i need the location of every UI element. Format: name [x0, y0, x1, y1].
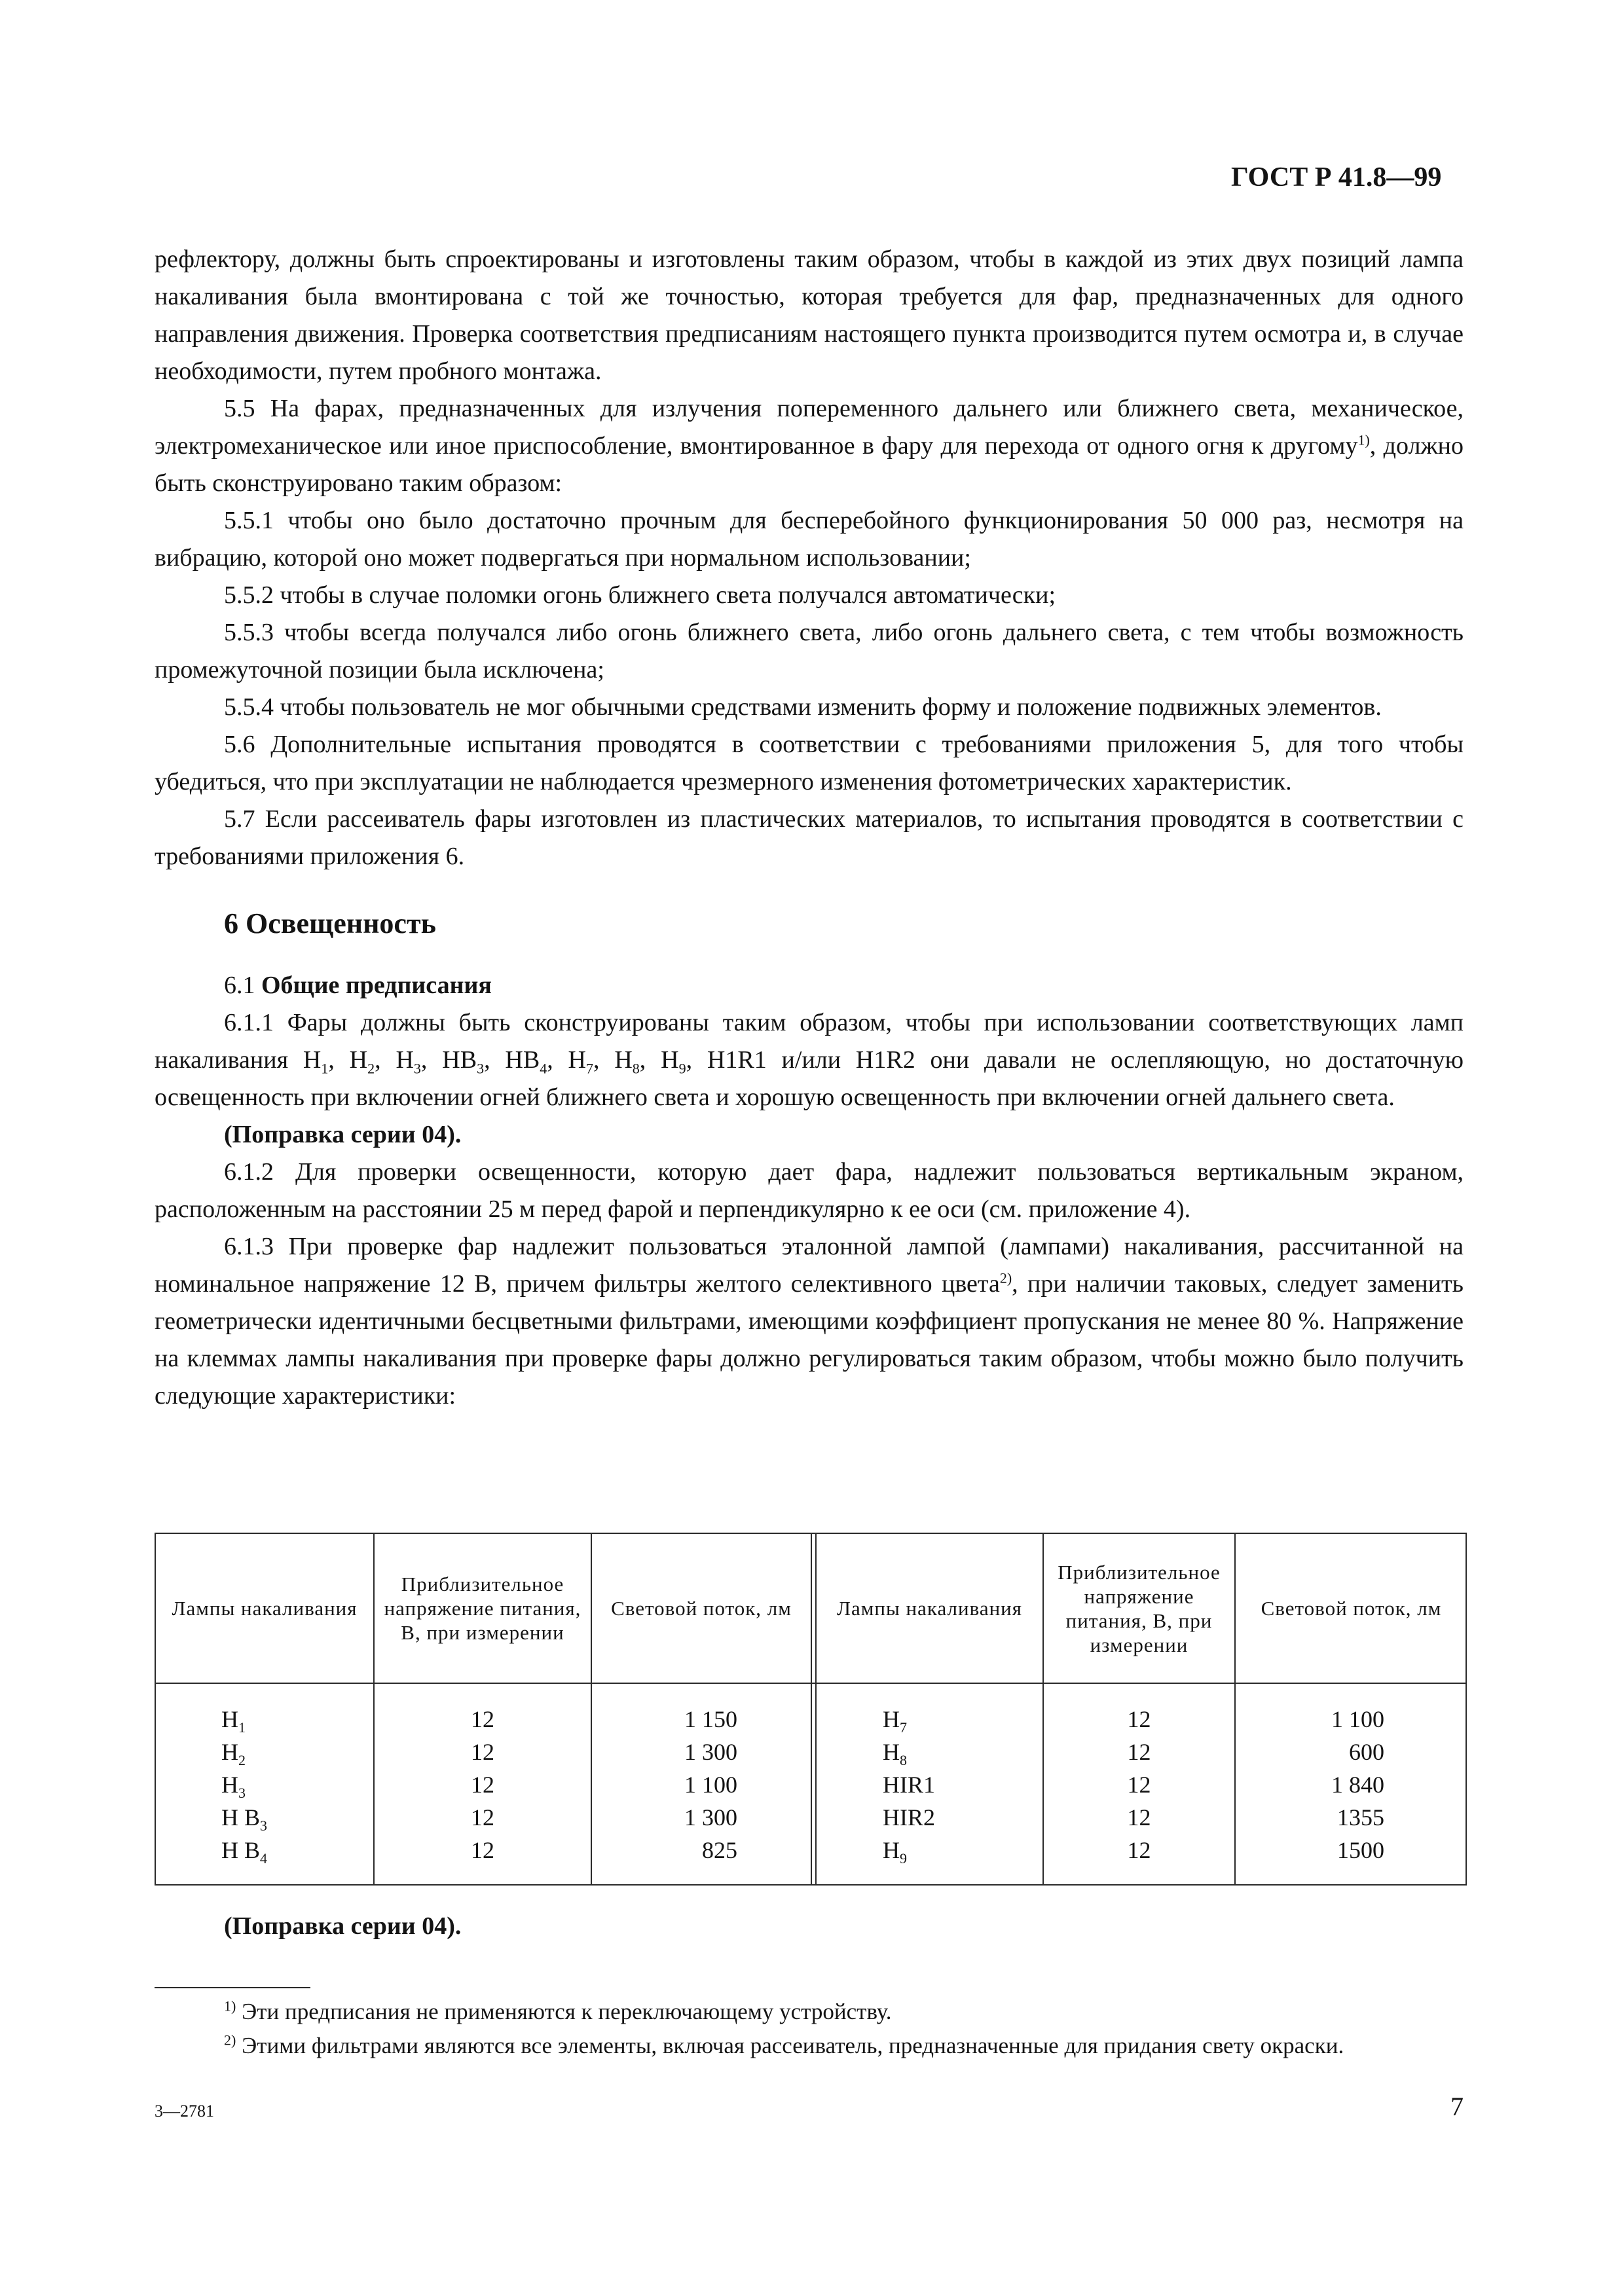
lamp-characteristics-table — [155, 1533, 1467, 1886]
header-lamps: Лампы накаливания — [172, 1597, 358, 1620]
table-double-divider — [811, 1534, 817, 1884]
table-cell: 12 — [1127, 1772, 1151, 1798]
left-flux-column — [592, 1703, 737, 1867]
header-flux: Световой поток, лм — [611, 1597, 792, 1620]
amendment-note-2: (Поправка серии 04). — [224, 1912, 462, 1940]
paragraph-6-1-2: 6.1.2 Для проверки освещенности, которую дает фара, надлежит пользоваться вертикальным экраном, расположенным на расстоянии 25 м перед фарой и перпендикулярно к ее оси (см. приложение 4). — [155, 1158, 1464, 1223]
table-cell: H $B_4$ — [221, 1837, 268, 1867]
right-voltage-column — [1044, 1703, 1234, 1867]
footnote-1: $^{1)}$ Эти предписания не применяются к переключающему устройству. — [224, 1997, 892, 2024]
table-cell: 12 — [1127, 1739, 1151, 1765]
table-cell: 12 — [471, 1837, 494, 1863]
table-cell: HIR1 — [883, 1772, 935, 1798]
amendment-note: (Поправка серии 04). — [224, 1121, 462, 1148]
table-cell: 1355 — [1337, 1804, 1384, 1831]
subsection-title: 6.1 Общие предписания — [224, 972, 492, 999]
table-cell: 1 300 — [684, 1804, 737, 1831]
table-cell: 1 150 — [684, 1706, 737, 1732]
print-code: 3—2781 — [155, 2102, 214, 2121]
table-cell: 1 840 — [1331, 1772, 1384, 1798]
table-cell: 1500 — [1337, 1837, 1384, 1863]
table-cell: 1 100 — [684, 1772, 737, 1798]
paragraph-5-5: 5.5 На фарах, предназначенных для излучения попеременного дальнего или ближнего света, механическое, электромеханическое или иное приспособление, вмонтированное в фару для перехода от одного огня к другому$^{1)}$, должно быть сконструировано таким образом: — [155, 395, 1464, 497]
footnote-separator — [155, 1987, 310, 1988]
table-cell: $H_3$ — [221, 1772, 246, 1802]
paragraph-5-5-4: 5.5.4 чтобы пользователь не мог обычными средствами изменить форму и положение подвижных элементов. — [224, 693, 1382, 721]
table-cell: $H_2$ — [221, 1739, 246, 1769]
paragraph-5-5-1: 5.5.1 чтобы оно было достаточно прочным для бесперебойного функционирования 50 000 раз, несмотря на вибрацию, которой оно может подвергаться при нормальном использовании; — [155, 507, 1464, 572]
left-lamp-column — [221, 1703, 352, 1867]
paragraph-5-7: 5.7 Если рассеиватель фары изготовлен из пластических материалов, то испытания проводятся в соответствии с требованиями приложения 6. — [155, 805, 1464, 870]
table-cell: 12 — [1127, 1706, 1151, 1732]
header-lamps: Лампы накаливания — [836, 1597, 1023, 1620]
paragraph-6-1-3: 6.1.3 При проверке фар надлежит пользоваться эталонной лампой (лампами) накаливания, рассчитанной на номинальное напряжение 12 В, причем фильтры желтого селективного цвета$^{2)}$, при наличии таковых, следует заменить геометрически идентичными бесцветными фильтрами, имеющими коэффициент пропускания не менее 80 %. Напряжение на клеммах лампы накаливания при проверке фары должно регулироваться таким образом, чтобы можно было получить следующие характеристики: — [155, 1233, 1464, 1410]
table-cell: 12 — [1127, 1804, 1151, 1831]
table-cell: 825 — [702, 1837, 737, 1863]
table-cell: 1 100 — [1331, 1706, 1384, 1732]
table-cell: $H_1$ — [221, 1706, 246, 1736]
table-cell: 1 300 — [684, 1739, 737, 1765]
header-flux: Световой поток, лм — [1261, 1597, 1442, 1620]
table-cell: $H_7$ — [883, 1706, 907, 1736]
paragraph-5-6: 5.6 Дополнительные испытания проводятся в соответствии с требованиями приложения 5, для того чтобы убедиться, что при эксплуатации не наблюдается чрезмерного изменения фотометрических характеристик. — [155, 731, 1464, 795]
footnote-2: $^{2)}$ Этими фильтрами являются все элементы, включая рассеиватель, предназначенные для придания свету окраски. — [224, 2032, 1344, 2058]
page-number: 7 — [1450, 2092, 1464, 2121]
left-voltage-column — [375, 1703, 591, 1867]
header-voltage: Приблизительное напряжение питания, В, при измерении — [1058, 1560, 1221, 1656]
paragraph-5-5-3: 5.5.3 чтобы всегда получался либо огонь ближнего света, либо огонь дальнего света, с тем чтобы возможность промежуточной позиции была исключена; — [155, 619, 1464, 683]
table-cell: HIR2 — [883, 1804, 935, 1831]
section-heading: 6 Освещенность — [224, 907, 436, 939]
table-cell: 600 — [1349, 1739, 1384, 1765]
table-cell: 12 — [1127, 1837, 1151, 1863]
right-lamp-column — [883, 1703, 1033, 1867]
table-cell: 12 — [471, 1772, 494, 1798]
header-voltage: Приблизительное напряжение питания, В, при измерении — [384, 1573, 581, 1644]
paragraph-6-1-1: 6.1.1 Фары должны быть сконструированы таким образом, чтобы при использовании соответствующих ламп накаливания $H_1$, $H_2$, $H_3$, $HB_3$, $HB_4$, $H_7$, $H_8$, $H_9$, H1R1 и/или H1R2 они давали не ослепляющую, но достаточную освещенность при включении огней ближнего света и хорошую освещенность при включении огней дальнего света. — [155, 1009, 1464, 1111]
table-cell: H $B_3$ — [221, 1804, 268, 1834]
right-flux-column — [1236, 1703, 1384, 1867]
standard-code: ГОСТ Р 41.8—99 — [1231, 162, 1442, 192]
table-cell: $H_8$ — [883, 1739, 907, 1769]
paragraph-continuation: рефлектору, должны быть спроектированы и изготовлены таким образом, чтобы в каждой из этих двух позиций лампа накаливания была вмонтирована с той же точностью, которая требуется для фар, предназначенных для одного направления движения. Проверка соответствия предписаниям настоящего пункта производится путем осмотра и, в случае необходимости, путем пробного монтажа. — [155, 246, 1464, 385]
table-cell: 12 — [471, 1739, 494, 1765]
table-cell: 12 — [471, 1706, 494, 1732]
table-cell: $H_9$ — [883, 1837, 907, 1867]
paragraph-5-5-2: 5.5.2 чтобы в случае поломки огонь ближнего света получался автоматически; — [224, 581, 1056, 609]
table-cell: 12 — [471, 1804, 494, 1831]
main-text — [155, 241, 1464, 1415]
